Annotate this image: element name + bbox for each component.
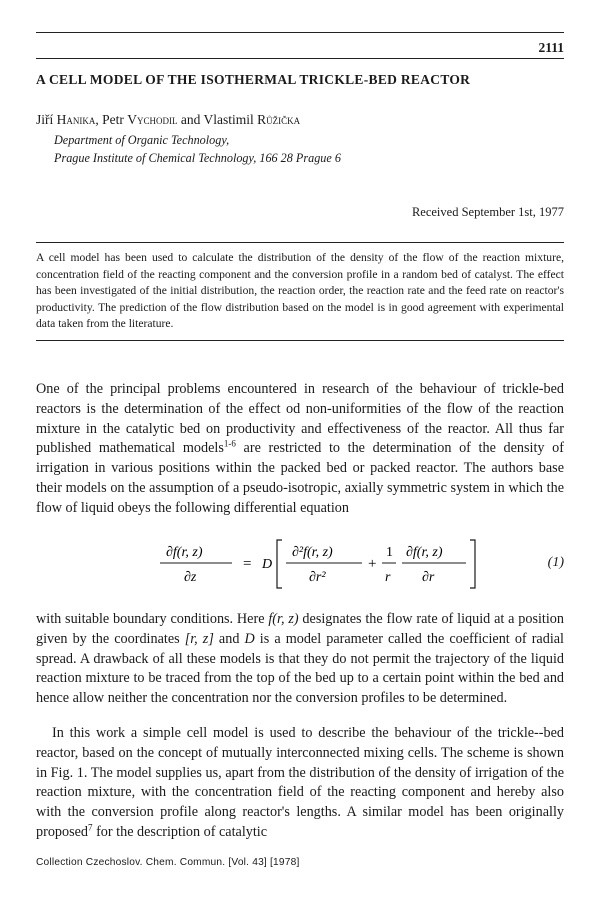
eq-right-bracket bbox=[470, 540, 475, 588]
affiliation-line-2: Prague Institute of Chemical Technology, 166 28 Prague 6 bbox=[54, 150, 341, 165]
paragraph-2-text-a: with suitable boundary conditions. Here bbox=[36, 611, 269, 627]
eq-lhs-numerator: ∂f(r, z) bbox=[166, 545, 203, 560]
author-list bbox=[36, 112, 300, 128]
eq-term1-numerator: ∂²f(r, z) bbox=[292, 545, 333, 560]
received-date: Received September 1st, 1977 bbox=[411, 205, 564, 219]
eq-left-bracket bbox=[277, 540, 282, 588]
header-rule bbox=[36, 58, 564, 59]
paragraph-1-text-a: One of the principal problems encountered in research of the behaviour of trickle-bed reactors is the determination of the effect od non-uniformities of the flow of the reaction mixture in the catalytic bed on productivity and effectiveness of the reactor. All thus far published mathematical models bbox=[36, 381, 564, 457]
author-2-first: Petr bbox=[102, 112, 124, 127]
eq-term3-numerator: ∂f(r, z) bbox=[406, 545, 443, 560]
author-1-last: Hanika bbox=[56, 112, 96, 127]
top-rule bbox=[36, 32, 564, 33]
page-number: 2111 bbox=[538, 40, 564, 55]
eq-plus: + bbox=[368, 556, 377, 572]
paragraph-3-text-b: for the description of catalytic bbox=[92, 823, 268, 840]
author-separator: , bbox=[95, 112, 99, 127]
author-1-first: Jiří bbox=[36, 112, 54, 127]
paragraph-1-text-b: are restricted to the determination of the density of irrigation in various positions within the packed bed or packed reactor. The authors base their models on the assumption of a pseudo-isotropic, axially symmetric system in which the flow of liquid obeys the following differential equation bbox=[36, 440, 564, 516]
inline-coordinates: [r, z] bbox=[184, 630, 214, 647]
eq-D: D bbox=[262, 557, 273, 572]
eq-term3-denominator: ∂r bbox=[422, 570, 435, 585]
author-3-first: Vlastimil bbox=[203, 112, 254, 127]
eq-lhs-denominator: ∂z bbox=[184, 570, 197, 585]
author-conjunction: and bbox=[180, 112, 201, 127]
author-2-last: Vychodil bbox=[127, 112, 178, 127]
equation-number: (1) bbox=[547, 555, 564, 570]
eq-equals: = bbox=[243, 556, 252, 572]
eq-term2-numerator: 1 bbox=[386, 545, 393, 560]
paragraph-2-text-c: and bbox=[213, 630, 245, 647]
paragraph-2-text-d: is a model parameter called the coefficient of radial spread. A drawback of all these models is that they do not permit the trajectory of the liquid reaction mixture to be traced from the top of the bed up to a certain point within the bed and hence allow neither the concentration nor the conversion profiles to be determined. bbox=[36, 630, 564, 707]
inline-f-rz: f(r, z) bbox=[268, 611, 299, 627]
journal-footer: Collection Czechoslov. Chem. Commun. [Vol. 43] [1978] bbox=[36, 857, 300, 868]
equation-svg bbox=[150, 536, 480, 592]
citation-1-6: 1-6 bbox=[223, 438, 236, 449]
eq-term1-denominator: ∂r² bbox=[309, 570, 326, 585]
paragraph-1 bbox=[36, 380, 564, 519]
citation-7: 7 bbox=[88, 822, 93, 833]
paragraph-2-text-b: designates the flow rate of liquid at a position given by the coordinates bbox=[36, 611, 564, 647]
paragraph-3-text-a: In this work a simple cell model is used to describe the behaviour of the trickle--bed reactor, based on the concept of mutually interconnected mixing cells. The scheme is shown in Fig. 1. The model supplies us, apart from the distribution of the density of irrigation of the reaction mixture, with the concentration field of the reacting component and hereby also with the conversion profile along reactor's lengths. A similar model has been originally proposed bbox=[36, 725, 564, 840]
article-title: A CELL MODEL OF THE ISOTHERMAL TRICKLE-BED REACTOR bbox=[36, 72, 471, 87]
abstract-rule-bottom bbox=[36, 340, 564, 341]
equation-1 bbox=[150, 536, 564, 592]
paragraph-3 bbox=[36, 724, 564, 843]
author-3-last: Růžička bbox=[257, 112, 301, 127]
abstract-rule-top bbox=[36, 242, 564, 243]
affiliation-line-1: Department of Organic Technology, bbox=[54, 133, 230, 147]
eq-term2-denominator: r bbox=[385, 570, 391, 585]
inline-D: D bbox=[244, 630, 255, 647]
abstract: A cell model has been used to calculate the distribution of the density of the flow of the reaction mixture, concentration field of the reacting component and the conversion profile in a random bed of catalyst. The effect has been investigated of the initial distribution, the reaction order, the reaction rate and the feed rate on reactor's productivity. The prediction of the flow distribution based on the model is in good agreement with experimental data taken from the literature. bbox=[36, 251, 564, 331]
paragraph-2 bbox=[36, 610, 564, 709]
affiliation bbox=[54, 132, 341, 167]
